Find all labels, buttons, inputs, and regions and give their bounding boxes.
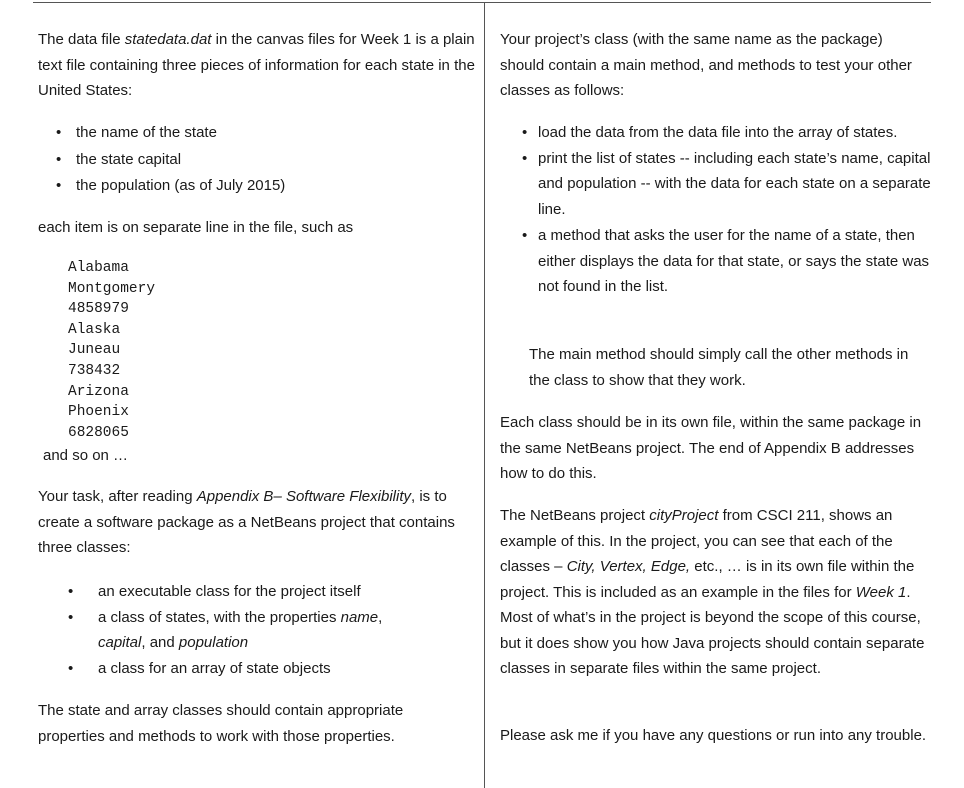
- list-item: • a class of states, with the properties name, capital, and population: [38, 605, 478, 656]
- sample-line: Montgomery: [68, 280, 156, 297]
- ask-paragraph: Please ask me if you have any questions or run into any trouble.: [500, 727, 927, 744]
- sample-line: 6828065: [68, 424, 129, 441]
- top-rule: [33, 2, 931, 3]
- list-item: • the name of the state: [38, 120, 478, 147]
- intro-paragraph: The data file statedata.dat in the canvas files for Week 1 is a plain text file containing three pieces of information for each state in the United States:: [38, 31, 475, 99]
- list-item: • load the data from the data file into the array of states.: [500, 120, 932, 146]
- sample-line: Alaska: [68, 321, 121, 338]
- column-divider: [484, 2, 485, 788]
- bullet-icon: •: [68, 660, 74, 678]
- sample-line: Alabama: [68, 260, 129, 276]
- sample-line: 4858979: [68, 301, 129, 318]
- week-reference: Week 1: [855, 583, 907, 601]
- bullet-icon: •: [56, 150, 62, 168]
- project-name: cityProject: [649, 507, 719, 524]
- list-item: • a class for an array of state objects: [38, 656, 478, 682]
- method-list: [500, 120, 932, 300]
- sample-line: Phoenix: [68, 404, 129, 421]
- class-names: City, Vertex, Edge,: [566, 558, 691, 575]
- list-item: • a method that asks the user for the name of a state, then either displays the data for that state, or says the state was not found in the list.: [500, 223, 932, 300]
- each-class-paragraph: Each class should be in its own file, within the same package in the same NetBeans project. The end of Appendix B addresses how to do this.: [500, 414, 922, 482]
- separate-line-text: each item is on separate line in the file, such as: [38, 219, 354, 236]
- task-paragraph: Your task, after reading Appendix B– Software Flexibility, is to create a software package as a NetBeans project that contains three classes:: [38, 488, 455, 556]
- list-item: • an executable class for the project itself: [38, 579, 478, 605]
- appendix-title: Appendix B– Software Flexibility: [196, 488, 411, 505]
- list-item: • the population (as of July 2015): [38, 173, 478, 200]
- sample-data-block: [68, 258, 155, 443]
- and-so-on-text: and so on …: [43, 447, 129, 464]
- bullet-icon: •: [56, 177, 62, 194]
- list-item: • print the list of states -- including each state’s name, capital and population -- with the data for each state on a separate line.: [500, 146, 932, 223]
- closing-paragraph: The state and array classes should contain appropriate properties and methods to work with those properties.: [38, 702, 404, 745]
- class-list: [38, 579, 478, 682]
- bullet-icon: •: [68, 608, 74, 626]
- list-item: • the state capital: [38, 147, 478, 174]
- bullet-icon: •: [56, 124, 62, 141]
- netbeans-paragraph: The NetBeans project cityProject from CSCI 211, shows an example of this. In the project, you can see that each of the classes – City, Vertex, Edge, etc., … is in its own file within the project. This is included as an example in the files for Week 1. Most of what’s in the project is beyond the scope of this course, but it does show you how Java projects should contain separate classes in separate files within the same project.: [500, 507, 925, 677]
- data-file-name: statedata.dat: [124, 31, 212, 48]
- bullet-icon: •: [68, 583, 74, 600]
- bullet-icon: •: [522, 226, 528, 244]
- sample-line: 738432: [68, 362, 121, 379]
- info-list: [38, 120, 478, 200]
- bullet-icon: •: [522, 149, 528, 167]
- right-intro-paragraph: Your project’s class (with the same name as the package) should contain a main method, and methods to test your other classes as follows:: [500, 31, 912, 99]
- main-method-paragraph: The main method should simply call the other methods in the class to show that they work.: [529, 346, 909, 389]
- sample-line: Arizona: [68, 383, 129, 400]
- sample-line: Juneau: [68, 342, 121, 359]
- bullet-icon: •: [522, 124, 528, 141]
